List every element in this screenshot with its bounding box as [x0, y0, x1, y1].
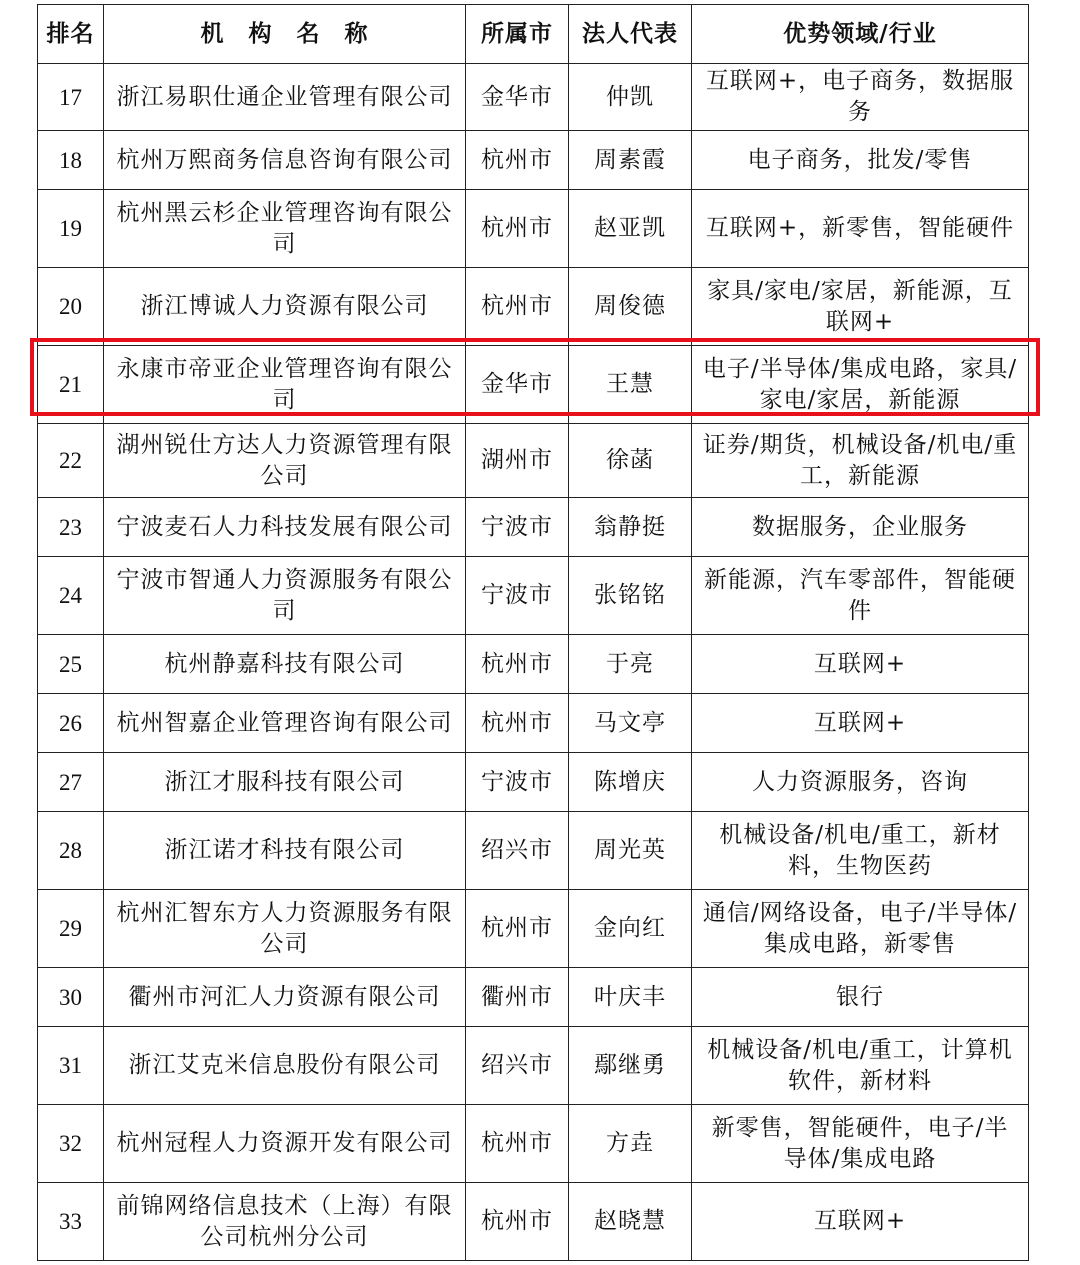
header-name: 机 构 名 称 — [104, 5, 466, 64]
legal-rep-cell: 鄢继勇 — [569, 1027, 692, 1105]
table-row — [38, 424, 1029, 498]
org-name-cell: 宁波麦石人力科技发展有限公司 — [104, 498, 466, 557]
org-name-cell: 宁波市智通人力资源服务有限公司 — [104, 557, 466, 635]
org-name-cell: 湖州锐仕方达人力资源管理有限公司 — [104, 424, 466, 498]
org-name-cell: 衢州市河汇人力资源有限公司 — [104, 968, 466, 1027]
org-name-cell: 浙江才服科技有限公司 — [104, 753, 466, 812]
city-cell: 衢州市 — [466, 968, 569, 1027]
rank-cell: 33 — [38, 1183, 104, 1261]
legal-rep-cell: 徐菡 — [569, 424, 692, 498]
domain-cell: 机械设备/机电/重工，新材料，生物医药 — [692, 812, 1029, 890]
city-cell: 杭州市 — [466, 190, 569, 268]
legal-rep-cell: 于亮 — [569, 635, 692, 694]
city-cell: 杭州市 — [466, 635, 569, 694]
legal-rep-cell: 王慧 — [569, 346, 692, 424]
ranking-table — [37, 4, 1029, 1261]
legal-rep-cell: 叶庆丰 — [569, 968, 692, 1027]
org-name-cell: 永康市帝亚企业管理咨询有限公司 — [104, 346, 466, 424]
table-row — [38, 190, 1029, 268]
rank-cell: 26 — [38, 694, 104, 753]
city-cell: 杭州市 — [466, 1105, 569, 1183]
header-city: 所属市 — [466, 5, 569, 64]
city-cell: 宁波市 — [466, 498, 569, 557]
header-domain: 优势领域/行业 — [692, 5, 1029, 64]
table-row — [38, 753, 1029, 812]
rank-cell: 19 — [38, 190, 104, 268]
legal-rep-cell: 周光英 — [569, 812, 692, 890]
table-row — [38, 346, 1029, 424]
header-row — [38, 5, 1029, 64]
legal-rep-cell: 马文亭 — [569, 694, 692, 753]
rank-cell: 18 — [38, 131, 104, 190]
legal-rep-cell: 周俊德 — [569, 268, 692, 346]
org-name-cell: 浙江诺才科技有限公司 — [104, 812, 466, 890]
table-row — [38, 131, 1029, 190]
table-row — [38, 890, 1029, 968]
legal-rep-cell: 仲凯 — [569, 64, 692, 131]
table-body — [38, 64, 1029, 1261]
domain-cell: 证券/期货，机械设备/机电/重工，新能源 — [692, 424, 1029, 498]
city-cell: 湖州市 — [466, 424, 569, 498]
domain-cell: 互联网+ — [692, 635, 1029, 694]
rank-cell: 31 — [38, 1027, 104, 1105]
org-name-cell: 浙江易职仕通企业管理有限公司 — [104, 64, 466, 131]
domain-cell: 机械设备/机电/重工，计算机软件，新材料 — [692, 1027, 1029, 1105]
table-row — [38, 557, 1029, 635]
city-cell: 绍兴市 — [466, 1027, 569, 1105]
table-row — [38, 694, 1029, 753]
city-cell: 金华市 — [466, 64, 569, 131]
table-row — [38, 1105, 1029, 1183]
rank-cell: 29 — [38, 890, 104, 968]
domain-cell: 人力资源服务，咨询 — [692, 753, 1029, 812]
org-name-cell: 杭州静嘉科技有限公司 — [104, 635, 466, 694]
org-name-cell: 杭州万熙商务信息咨询有限公司 — [104, 131, 466, 190]
domain-cell: 数据服务，企业服务 — [692, 498, 1029, 557]
city-cell: 金华市 — [466, 346, 569, 424]
rank-cell: 28 — [38, 812, 104, 890]
table-row — [38, 635, 1029, 694]
legal-rep-cell: 陈增庆 — [569, 753, 692, 812]
rank-cell: 21 — [38, 346, 104, 424]
table-row — [38, 968, 1029, 1027]
rank-cell: 17 — [38, 64, 104, 131]
legal-rep-cell: 赵亚凯 — [569, 190, 692, 268]
domain-cell: 家具/家电/家居，新能源，互联网+ — [692, 268, 1029, 346]
city-cell: 宁波市 — [466, 557, 569, 635]
domain-cell: 互联网+ — [692, 694, 1029, 753]
legal-rep-cell: 赵晓慧 — [569, 1183, 692, 1261]
org-name-cell: 杭州黑云杉企业管理咨询有限公司 — [104, 190, 466, 268]
domain-cell: 新零售，智能硬件，电子/半导体/集成电路 — [692, 1105, 1029, 1183]
city-cell: 杭州市 — [466, 1183, 569, 1261]
domain-cell: 电子商务，批发/零售 — [692, 131, 1029, 190]
header-legal-rep: 法人代表 — [569, 5, 692, 64]
domain-cell: 互联网+，新零售，智能硬件 — [692, 190, 1029, 268]
table-row — [38, 498, 1029, 557]
city-cell: 宁波市 — [466, 753, 569, 812]
table-row — [38, 268, 1029, 346]
legal-rep-cell: 方垚 — [569, 1105, 692, 1183]
domain-cell: 新能源，汽车零部件，智能硬件 — [692, 557, 1029, 635]
domain-cell: 通信/网络设备，电子/半导体/集成电路，新零售 — [692, 890, 1029, 968]
domain-cell: 电子/半导体/集成电路，家具/家电/家居，新能源 — [692, 346, 1029, 424]
domain-cell: 互联网+，电子商务，数据服务 — [692, 64, 1029, 131]
rank-cell: 20 — [38, 268, 104, 346]
legal-rep-cell: 翁静挺 — [569, 498, 692, 557]
org-name-cell: 杭州汇智东方人力资源服务有限公司 — [104, 890, 466, 968]
rank-cell: 30 — [38, 968, 104, 1027]
table-row — [38, 1183, 1029, 1261]
table-row — [38, 1027, 1029, 1105]
legal-rep-cell: 金向红 — [569, 890, 692, 968]
city-cell: 杭州市 — [466, 694, 569, 753]
city-cell: 杭州市 — [466, 890, 569, 968]
org-name-cell: 浙江博诚人力资源有限公司 — [104, 268, 466, 346]
table-row — [38, 64, 1029, 131]
legal-rep-cell: 周素霞 — [569, 131, 692, 190]
city-cell: 杭州市 — [466, 131, 569, 190]
rank-cell: 24 — [38, 557, 104, 635]
org-name-cell: 浙江艾克米信息股份有限公司 — [104, 1027, 466, 1105]
rank-cell: 22 — [38, 424, 104, 498]
city-cell: 杭州市 — [466, 268, 569, 346]
org-name-cell: 前锦网络信息技术（上海）有限公司杭州分公司 — [104, 1183, 466, 1261]
domain-cell: 银行 — [692, 968, 1029, 1027]
org-name-cell: 杭州智嘉企业管理咨询有限公司 — [104, 694, 466, 753]
rank-cell: 25 — [38, 635, 104, 694]
org-name-cell: 杭州冠程人力资源开发有限公司 — [104, 1105, 466, 1183]
rank-cell: 27 — [38, 753, 104, 812]
table-row — [38, 812, 1029, 890]
city-cell: 绍兴市 — [466, 812, 569, 890]
legal-rep-cell: 张铭铭 — [569, 557, 692, 635]
header-rank: 排名 — [38, 5, 104, 64]
rank-cell: 32 — [38, 1105, 104, 1183]
rank-cell: 23 — [38, 498, 104, 557]
domain-cell: 互联网+ — [692, 1183, 1029, 1261]
